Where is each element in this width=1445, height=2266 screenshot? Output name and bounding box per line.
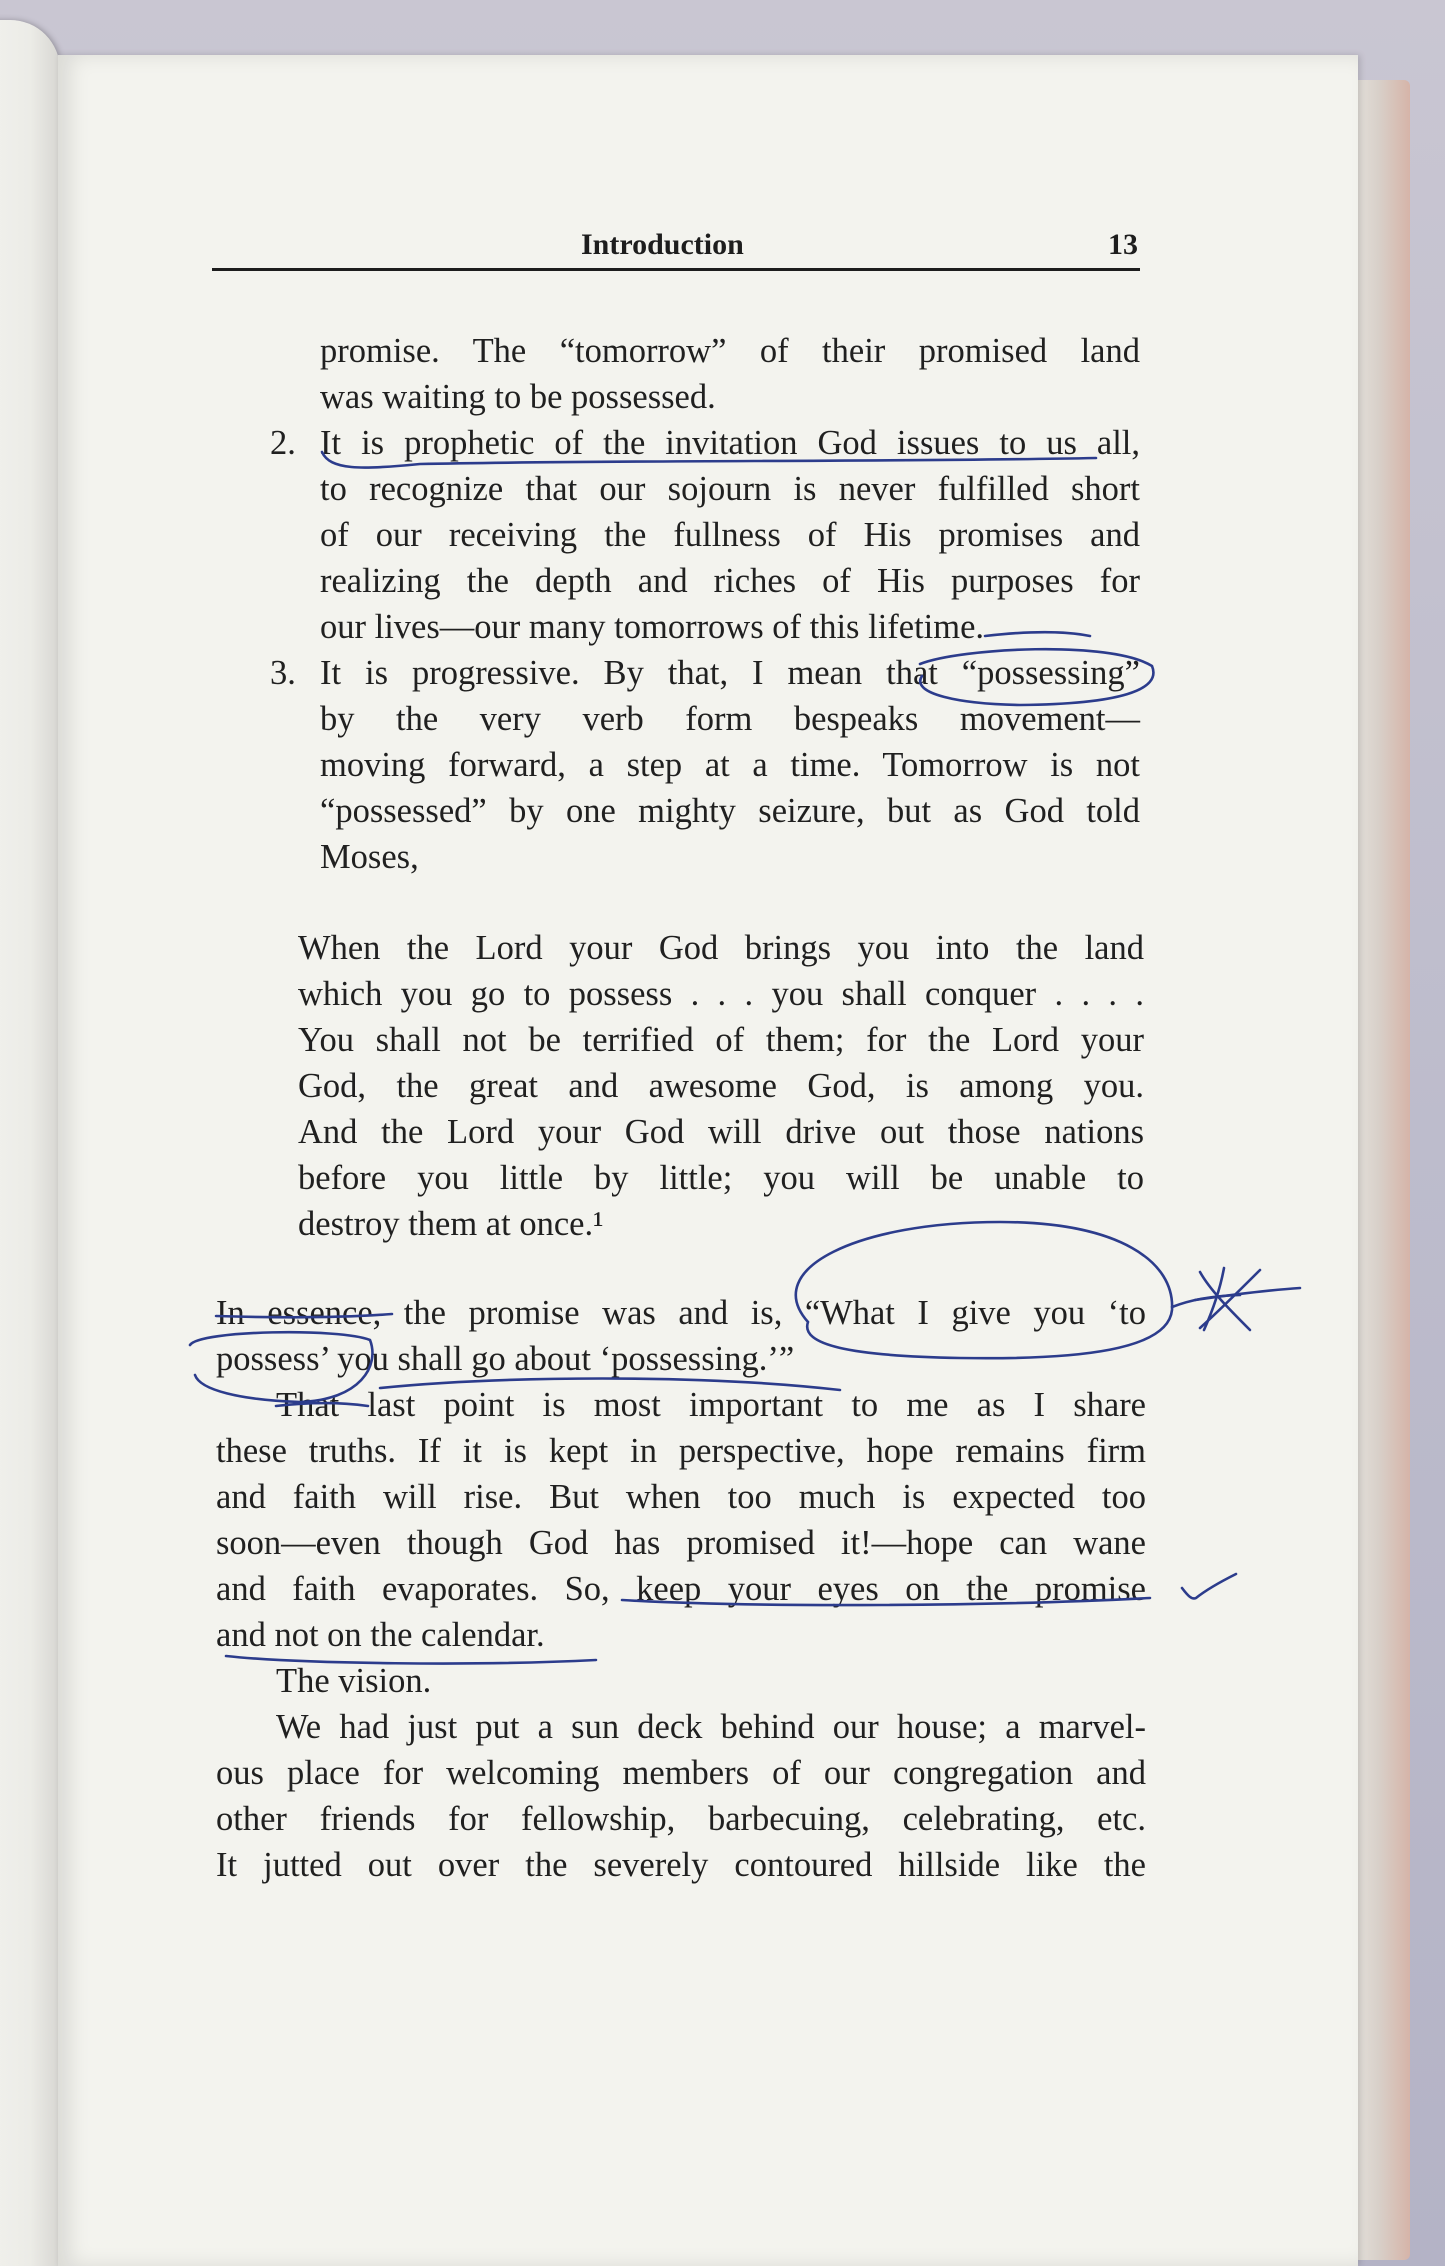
body-line-5: and faith will rise. But when too much is expected too	[216, 1478, 1146, 1516]
page-number: 13	[1108, 228, 1138, 261]
intro-line-2: was waiting to be possessed.	[320, 378, 716, 416]
quote-line-6: before you little by little; you will be unable to	[298, 1159, 1144, 1197]
body-line-8: and not on the calendar.	[216, 1616, 545, 1654]
body-line-4: these truths. If it is kept in perspective, hope remains firm	[216, 1432, 1146, 1470]
item3-line-5: Moses,	[320, 838, 419, 876]
list-number-2: 2.	[270, 424, 296, 462]
running-head	[214, 228, 1138, 268]
item2-line-1: It is prophetic of the invitation God issues to us all,	[320, 424, 1140, 462]
item2-line-5: our lives—our many tomorrows of this lifetime.	[320, 608, 985, 646]
body-line-7: and faith evaporates. So, keep your eyes on the promise	[216, 1570, 1146, 1608]
body-line-10: We had just put a sun deck behind our house; a marvel-	[276, 1708, 1146, 1746]
item2-line-2: to recognize that our sojourn is never fulfilled short	[320, 470, 1140, 508]
quote-line-4: God, the great and awesome God, is among you.	[298, 1067, 1144, 1105]
body-line-11: ous place for welcoming members of our congregation and	[216, 1754, 1146, 1792]
quote-line-1: When the Lord your God brings you into the land	[298, 929, 1144, 967]
body-line-13: It jutted out over the severely contoured hillside like the	[216, 1846, 1146, 1884]
body-line-3: That last point is most important to me as I share	[276, 1386, 1146, 1424]
body-line-2: possess’ you shall go about ‘possessing.’”	[216, 1340, 795, 1378]
quote-line-2: which you go to possess . . . you shall conquer . . . .	[298, 975, 1144, 1013]
item2-line-3: of our receiving the fullness of His promises and	[320, 516, 1140, 554]
intro-line-1: promise. The “tomorrow” of their promised land	[320, 332, 1140, 370]
facing-page-edge	[0, 20, 60, 2266]
item3-line-4: “possessed” by one mighty seizure, but as God told	[320, 792, 1140, 830]
body-line-9: The vision.	[276, 1662, 432, 1700]
body-line-6: soon—even though God has promised it!—hope can wane	[216, 1524, 1146, 1562]
quote-line-3: You shall not be terrified of them; for the Lord your	[298, 1021, 1144, 1059]
header-rule	[212, 268, 1140, 271]
body-line-1: In essence, the promise was and is, “What I give you ‘to	[216, 1294, 1146, 1332]
item3-line-2: by the very verb form bespeaks movement—	[320, 700, 1140, 738]
quote-line-5: And the Lord your God will drive out those nations	[298, 1113, 1144, 1151]
quote-line-7: destroy them at once.¹	[298, 1205, 604, 1243]
item3-line-1: It is progressive. By that, I mean that “possessing”	[320, 654, 1140, 692]
item2-line-4: realizing the depth and riches of His purposes for	[320, 562, 1140, 600]
body-line-12: other friends for fellowship, barbecuing, celebrating, etc.	[216, 1800, 1146, 1838]
item3-line-3: moving forward, a step at a time. Tomorrow is not	[320, 746, 1140, 784]
list-number-3: 3.	[270, 654, 296, 692]
running-head-title: Introduction	[581, 228, 744, 261]
